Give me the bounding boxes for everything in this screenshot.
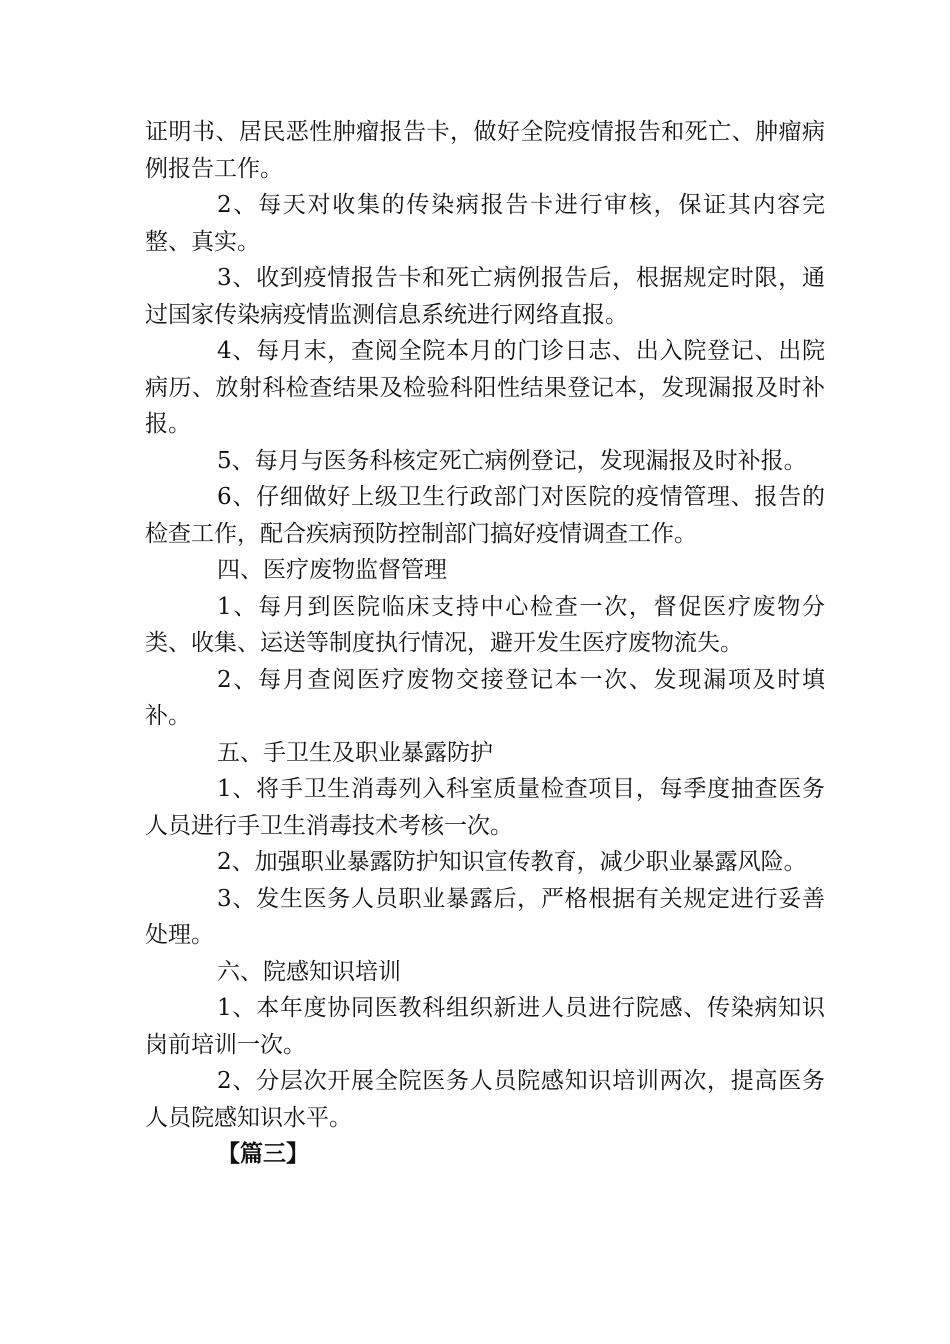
document-body — [145, 114, 825, 1173]
chapter-heading-part-three: 【篇三】 — [217, 1140, 309, 1167]
paragraph-hygiene-3: 3、发生医务人员职业暴露后，严格根据有关规定进行妥善处理。 — [145, 885, 825, 948]
section-heading-hand-hygiene: 五、手卫生及职业暴露防护 — [217, 739, 493, 766]
paragraph-continuation: 证明书、居民恶性肿瘤报告卡，做好全院疫情报告和死亡、肿瘤病例报告工作。 — [145, 119, 825, 182]
paragraph-item-6: 6、仔细做好上级卫生行政部门对医院的疫情管理、报告的检查工作，配合疾病预防控制部门搞好疫情调查工作。 — [145, 484, 825, 547]
paragraph-hygiene-2: 2、加强职业暴露防护知识宣传教育，减少职业暴露风险。 — [217, 849, 807, 875]
paragraph-item-4: 4、每月末，查阅全院本月的门诊日志、出入院登记、出院病历、放射科检查结果及检验科阳性结果登记本，发现漏报及时补报。 — [145, 338, 825, 437]
section-heading-training: 六、院感知识培训 — [217, 958, 401, 985]
paragraph-waste-2: 2、每月查阅医疗废物交接登记本一次、发现漏项及时填补。 — [145, 666, 825, 729]
section-heading-medical-waste: 四、医疗废物监督管理 — [217, 557, 447, 583]
paragraph-item-3: 3、收到疫情报告卡和死亡病例报告后，根据规定时限，通过国家传染病疫情监测信息系统进行网络直报。 — [145, 265, 825, 328]
paragraph-training-1: 1、本年度协同医教科组织新进人员进行院感、传染病知识岗前培训一次。 — [145, 995, 825, 1058]
paragraph-hygiene-1: 1、将手卫生消毒列入科室质量检查项目，每季度抽查医务人员进行手卫生消毒技术考核一次。 — [145, 776, 825, 839]
paragraph-training-2: 2、分层次开展全院医务人员院感知识培训两次，提高医务人员院感知识水平。 — [145, 1068, 825, 1131]
paragraph-waste-1: 1、每月到医院临床支持中心检查一次，督促医疗废物分类、收集、运送等制度执行情况，避开发生医疗废物流失。 — [145, 593, 825, 656]
paragraph-item-5: 5、每月与医务科核定死亡病例登记，发现漏报及时补报。 — [217, 447, 807, 474]
paragraph-item-2: 2、每天对收集的传染病报告卡进行审核，保证其内容完整、真实。 — [145, 192, 825, 255]
